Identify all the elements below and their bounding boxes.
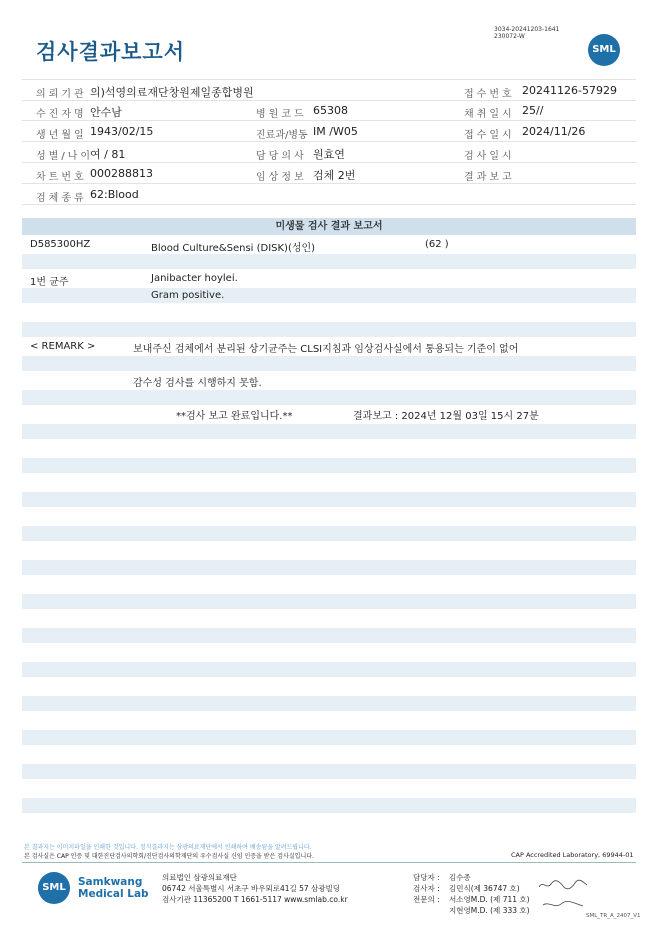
- info-row-chart: [22, 163, 636, 184]
- label-collection-date: 채취일시: [464, 109, 515, 120]
- value-clinical-info: 검체 2번: [313, 169, 356, 182]
- section-title: 미생물 검사 결과 보고서: [22, 218, 636, 235]
- label-birth-date: 생년월일: [36, 130, 87, 141]
- remark-label: < REMARK >: [30, 341, 96, 352]
- staff-name-4: 지현영M.D. (제 333 호): [449, 906, 530, 915]
- report-complete: **검사 보고 완료입니다.**: [176, 411, 293, 422]
- footer-divider: [22, 862, 636, 863]
- footer-contact: 검사기관 11365200 T 1661-5117 www.smlab.co.kr: [162, 895, 348, 904]
- value-receipt-number: 20241126-57929: [522, 84, 617, 97]
- value-collection-date: 25//: [522, 104, 544, 117]
- staff-role-3: 전문의 :: [413, 895, 440, 904]
- label-test-date: 검사일시: [464, 151, 515, 162]
- label-hospital-code: 병원코드: [256, 109, 307, 120]
- document-id: [494, 26, 559, 40]
- info-row-institution: [22, 79, 636, 101]
- result-stripe: [22, 322, 636, 337]
- sml-logo-footer-text: SML: [42, 882, 66, 893]
- staff-role-2: 검사자 :: [413, 884, 440, 893]
- test-number: (62 ): [425, 239, 449, 250]
- result-stripe: [22, 696, 636, 711]
- result-stripe: [22, 798, 636, 813]
- gram-stain: Gram positive.: [151, 290, 225, 301]
- result-stripe: [22, 594, 636, 609]
- cap-accreditation: CAP Accredited Laboratory, 69944-01: [511, 851, 634, 859]
- label-result-report: 결과보고: [464, 172, 515, 183]
- signature-graphic: [537, 879, 589, 891]
- document-id-line1: 3034-20241203-1641: [494, 26, 560, 33]
- label-institution: 의뢰기관: [36, 89, 87, 100]
- value-institution: 의)석영의료재단창원제일종합병원: [90, 86, 254, 99]
- label-clinical-info: 임상정보: [256, 172, 307, 183]
- form-code: SML_TR_A_2407_V1: [586, 913, 641, 919]
- sml-logo-text: SML: [592, 44, 616, 55]
- test-name: Blood Culture&Sensi (DISK)(성인): [151, 243, 316, 254]
- label-doctor: 담당의사: [256, 151, 307, 162]
- value-birth-date: 1943/02/15: [90, 125, 154, 138]
- label-patient-name: 수진자명: [36, 109, 87, 120]
- staff-name-3: 서소영M.D. (제 711 호): [449, 895, 530, 904]
- footer-notice-print: 본 결과지는 이미지파일을 인쇄한 것입니다. 정식결과지는 삼광의료재단에서 인쇄하여 배송됨을 알려드립니다.: [24, 844, 312, 851]
- result-stripe: [22, 254, 636, 269]
- info-row-sex-age: [22, 142, 636, 163]
- value-hospital-code: 65308: [313, 104, 348, 117]
- remark-line-2: 감수성 검사를 시행하지 못함.: [133, 378, 262, 389]
- result-stripe: [22, 560, 636, 575]
- result-stripe: [22, 458, 636, 473]
- value-doctor: 원효연: [313, 148, 345, 161]
- label-receipt-date: 접수일시: [464, 130, 515, 141]
- signature-graphic-2: [541, 899, 585, 911]
- result-stripe: [22, 288, 636, 303]
- sml-logo-footer: [38, 872, 70, 904]
- remark-line-1: 보내주신 검체에서 분리된 상기균주는 CLSI지침과 임상검사실에서 통용되는 기준이 없어: [133, 344, 519, 355]
- value-receipt-date: 2024/11/26: [522, 125, 586, 138]
- info-row-birth: [22, 121, 636, 142]
- brand-name: [78, 876, 149, 900]
- value-department: IM /W05: [313, 125, 358, 138]
- document-id-line2: 230072-W: [494, 33, 525, 40]
- value-sex-age: 여 / 81: [90, 148, 126, 161]
- label-receipt-number: 접수번호: [464, 89, 515, 100]
- result-stripe: [22, 356, 636, 371]
- info-row-patient: [22, 100, 636, 121]
- staff-name-1: 김수종: [449, 873, 471, 882]
- result-stripe: [22, 424, 636, 439]
- label-chart-number: 차트번호: [36, 172, 87, 183]
- value-specimen-type: 62:Blood: [90, 188, 139, 201]
- label-specimen-type: 검체종류: [36, 193, 87, 204]
- value-patient-name: 안수남: [90, 106, 122, 119]
- result-stripe: [22, 492, 636, 507]
- page-title: 검사결과보고서: [36, 40, 186, 64]
- value-chart-number: 000288813: [90, 167, 153, 180]
- result-stripe: [22, 390, 636, 405]
- brand-name-line2: Medical Lab: [78, 888, 149, 900]
- label-sex-age: 성별/나이: [36, 151, 94, 162]
- staff-name-2: 김민식(제 36747 호): [449, 884, 520, 893]
- result-stripe: [22, 764, 636, 779]
- label-department: 진료과/병동: [256, 130, 308, 141]
- sml-logo: [588, 34, 620, 66]
- info-row-specimen: [22, 184, 636, 205]
- footer-address: 06742 서울특별시 서초구 바우뫼로41길 57 삼광빌딩: [162, 884, 341, 893]
- result-stripe: [22, 526, 636, 541]
- organism-name: Janibacter hoylei.: [151, 273, 238, 284]
- footer-notice-cap: 본 검사실은 CAP 인증 및 대한진단검사의학회/진단검사의학재단의 우수검사실 신임 인증을 받은 검사실입니다.: [24, 853, 314, 860]
- isolate-label: 1번 균주: [30, 277, 69, 288]
- test-code: D585300HZ: [30, 239, 91, 250]
- result-stripe: [22, 662, 636, 677]
- staff-role-1: 담당자 :: [413, 873, 440, 882]
- result-stripe: [22, 628, 636, 643]
- result-stripe: [22, 730, 636, 745]
- report-time: 결과보고 : 2024년 12월 03일 15시 27분: [353, 411, 539, 422]
- footer-org: 의료법인 삼광의료재단: [162, 873, 237, 882]
- brand-name-line1: Samkwang: [78, 876, 143, 888]
